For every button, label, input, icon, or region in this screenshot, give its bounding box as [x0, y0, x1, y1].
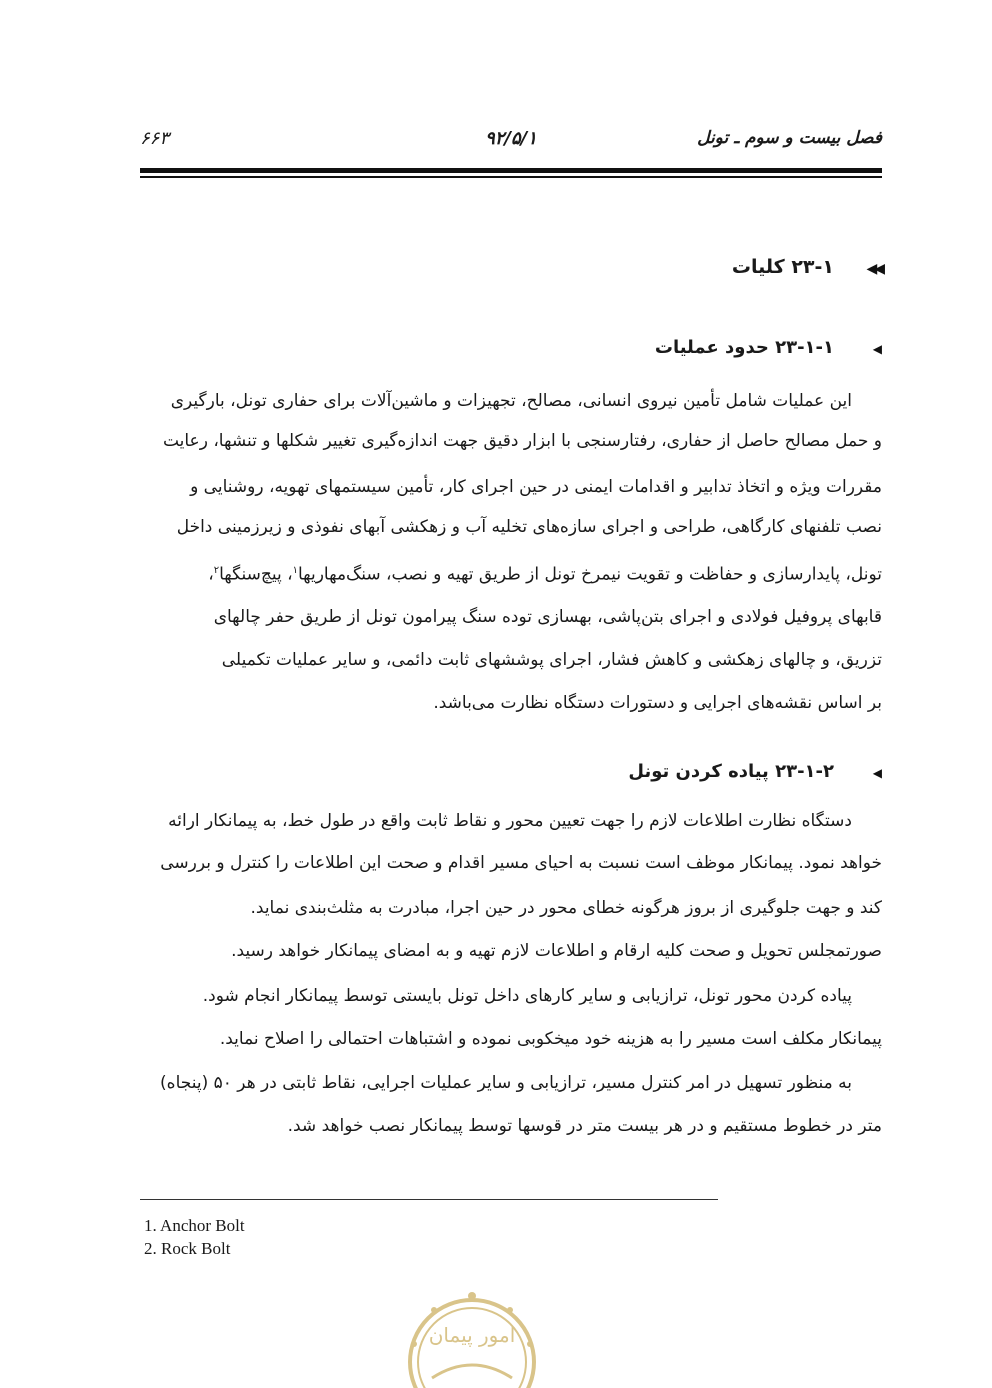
running-header [140, 128, 882, 164]
arrow-icon: ◀ [872, 766, 882, 780]
chapter-title: فصل بیست و سوم ـ تونل [697, 128, 882, 148]
revision-date: ۹۲/۵/۱ [485, 128, 537, 149]
paragraph-line: دستگاه نظارت اطلاعات لازم را جهت تعیین محور و نقاط ثابت واقع در طول خط، به پیمانکار ارائه [168, 811, 852, 831]
paragraph-line: پیمانکار مکلف است مسیر را به هزینه خود میخکوبی نموده و اشتباهات احتمالی را اصلاح نماید. [219, 1029, 882, 1049]
subsection-number: ۲۳-۱-۲ [775, 761, 834, 782]
section-title: کلیات [731, 256, 785, 278]
footnote: 2. Rock Bolt [144, 1239, 231, 1258]
paragraph-line: متر در خطوط مستقیم و در هر بیست متر در قوسها توسط پیمانکار نصب خواهد شد. [287, 1116, 882, 1136]
footnote: 1. Anchor Bolt [144, 1216, 245, 1235]
subsection-title: حدود عملیات [654, 337, 769, 358]
watermark-text: امور پیمان [428, 1323, 516, 1347]
paragraph-line: این عملیات شامل تأمین نیروی انسانی، مصالح، تجهیزات و ماشین‌آلات برای حفاری تونل، بارگیری [170, 391, 852, 411]
arrow-icon: ◀ [872, 342, 882, 356]
section-heading [140, 256, 882, 278]
paragraph-line: پیاده کردن محور تونل، ترازیابی و سایر کارهای داخل تونل بایستی توسط پیمانکار انجام شود. [202, 986, 852, 1006]
subsection-title: پیاده کردن تونل [628, 761, 769, 782]
paragraph-line: کند و جهت جلوگیری از بروز هرگونه خطای محور در حین اجرا، مبادرت به مثلث‌بندی نماید. [250, 898, 882, 918]
footnote-marker[interactable]: ۱ [292, 565, 298, 576]
paragraph-text: ، پیچ‌سنگها [219, 564, 293, 585]
subsection-heading [140, 337, 882, 358]
footnote-rule [140, 1199, 718, 1200]
paragraph-text: ، [208, 564, 214, 585]
header-rule-thick [140, 168, 882, 173]
footnote-marker[interactable]: ۲ [213, 565, 220, 576]
page-number: ۶۶۳ [140, 128, 170, 149]
paragraph-text: تونل، پایدارسازی و حفاظت و تقویت نیمرخ تونل از طریق تهیه و نصب، سنگ‌مهاریها [297, 564, 882, 585]
subsection-heading [140, 761, 882, 782]
paragraph-line: به منظور تسهیل در امر کنترل مسیر، ترازیابی و سایر عملیات اجرایی، نقاط ثابتی در هر ۵۰ (پنجاه) [160, 1073, 852, 1093]
paragraph-line: و حمل مصالح حاصل از حفاری، رفتارسنجی با ابزار دقیق جهت اندازه‌گیری تغییر شکلها و تنشها، رعایت [162, 431, 882, 451]
paragraph-line: خواهد نمود. پیمانکار موظف است نسبت به احیای مسیر اقدام و صحت این اطلاعات را کنترل و بررسی [160, 853, 882, 873]
paragraph-line: بر اساس نقشه‌های اجرایی و دستورات دستگاه نظارت می‌باشد. [433, 693, 882, 713]
paragraph-line: مقررات ویژه و اتخاذ تدابیر و اقدامات ایمنی در حین اجرای کار، تأمین سیستمهای تهویه، روشنایی و [190, 477, 882, 497]
double-arrow-icon: ◀◀ [866, 261, 882, 277]
paragraph-line: تزریق، و چالهای زهکشی و کاهش فشار، اجرای پوششهای ثابت دائمی، و سایر عملیات تکمیلی [221, 650, 882, 670]
section-number: ۲۳-۱ [791, 256, 834, 278]
watermark-seal-icon [392, 1282, 552, 1388]
header-rule-thin [140, 176, 882, 178]
paragraph-line [140, 556, 882, 586]
subsection-number: ۲۳-۱-۱ [775, 337, 834, 358]
paragraph-line: صورتمجلس تحویل و صحت کلیه ارقام و اطلاعات لازم تهیه و به امضای پیمانکار خواهد رسید. [231, 941, 882, 961]
paragraph-line: نصب تلفنهای کارگاهی، طراحی و اجرای سازه‌های تخلیه آب و زهکشی آبهای نفوذی و زیرزمینی داخل [176, 517, 882, 537]
paragraph-line: قابهای پروفیل فولادی و اجرای بتن‌پاشی، بهسازی توده سنگ پیرامون تونل از طریق حفر چالهای [213, 607, 882, 627]
